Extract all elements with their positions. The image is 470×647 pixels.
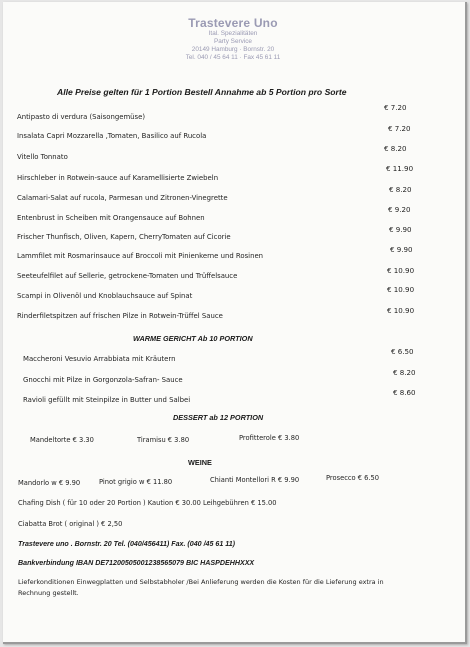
contact-line: Trastevere uno . Bornstr. 20 Tel. (040/456411) Fax. (040 /45 61 11) [18, 540, 235, 548]
menu-item-name: Seeteufelfilet auf Sellerie, getrockene-Tomaten und Trüffelsauce [17, 272, 238, 280]
stamp-line: Ital. Spezialitäten [208, 30, 258, 37]
menu-item-price: € 9.90 [389, 225, 412, 234]
menu-item-price: € 10.90 [387, 285, 415, 294]
menu-page [3, 2, 467, 644]
stamp-line: Party Service [213, 38, 252, 45]
warm-item-price: € 6.50 [391, 347, 414, 356]
menu-item-price: € 11.90 [386, 164, 414, 173]
warm-item-price: € 8.60 [393, 388, 416, 397]
warm-item-name: Maccheroni Vesuvio Arrabbiata mit Kräutern [23, 355, 176, 363]
dessert-item: Mandeltorte € 3.30 [30, 436, 94, 444]
menu-item-name: Frischer Thunfisch, Oliven, Kapern, CherryTomaten auf Cicorie [17, 233, 231, 241]
menu-item-price: € 7.20 [384, 103, 407, 112]
menu-item-price: € 7.20 [388, 124, 411, 133]
menu-item-name: Calamari-Salat auf rucola, Parmesan und Zitronen-Vinegrette [17, 194, 228, 202]
warm-item-name: Gnocchi mit Pilze in Gorgonzola-Safran- Sauce [23, 376, 183, 384]
delivery-note-line: Rechnung gestellt. [18, 589, 79, 597]
menu-item-price: € 8.20 [389, 185, 412, 194]
wine-item: Pinot grigio w € 11.80 [99, 478, 173, 486]
warm-dishes-heading: WARME GERICHT Ab 10 PORTION [133, 334, 253, 343]
menu-item-name: Hirschleber in Rotwein-sauce auf Karamellisierte Zwiebeln [17, 174, 219, 182]
restaurant-stamp [177, 16, 289, 62]
stamp-line: Tel. 040 / 45 64 11 · Fax 45 61 11 [185, 54, 281, 61]
dessert-heading: DESSERT ab 12 PORTION [173, 413, 264, 422]
menu-item-name: Scampi in Olivenöl und Knoblauchsauce auf Spinat [17, 292, 193, 300]
stamp-name: Trastevere Uno [188, 16, 278, 30]
ciabatta-line: Ciabatta Brot ( original ) € 2,50 [18, 520, 123, 528]
stamp-line: 20149 Hamburg · Bornstr. 20 [191, 46, 275, 53]
menu-item-price: € 10.90 [387, 266, 415, 275]
menu-item-price: € 8.20 [384, 144, 407, 153]
wine-heading: WEINE [188, 458, 212, 467]
warm-item-price: € 8.20 [393, 368, 416, 377]
menu-item-name: Antipasto di verdura (Saisongemüse) [17, 113, 146, 121]
dessert-item: Profitterole € 3.80 [239, 434, 300, 442]
bank-line: Bankverbindung IBAN DE71200505001238565079 BIC HASPDEHHXXX [18, 559, 255, 567]
wine-item: Chianti Montellori R € 9.90 [210, 476, 300, 484]
menu-item-name: Vitello Tonnato [17, 153, 68, 161]
menu-item-name: Entenbrust in Scheiben mit Orangensauce auf Bohnen [17, 214, 205, 222]
menu-item-price: € 9.90 [390, 245, 413, 254]
wine-item: Prosecco € 6.50 [326, 474, 380, 482]
headline: Alle Preise gelten für 1 Portion Bestell Annahme ab 5 Portion pro Sorte [57, 87, 347, 97]
dessert-item: Tiramisu € 3.80 [137, 436, 190, 444]
menu-item-name: Insalata Capri Mozzarella ,Tomaten, Basilico auf Rucola [17, 132, 207, 140]
menu-item-price: € 10.90 [387, 306, 415, 315]
menu-item-name: Lammfilet mit Rosmarinsauce auf Broccoli mit Pinienkerne und Rosinen [17, 252, 264, 260]
wine-item: Mandorlo w € 9.90 [18, 479, 81, 487]
chafing-dish-line: Chafing Dish ( für 10 oder 20 Portion ) Kaution € 30.00 Leihgebühren € 15.00 [18, 499, 277, 507]
menu-item-price: € 9.20 [388, 205, 411, 214]
delivery-note-line: Lieferkonditionen Einwegplatten und Selbstabholer /Bei Anlieferung werden die Kosten für die Lieferung extra in [18, 578, 384, 586]
delivery-note [18, 577, 384, 599]
menu-item-name: Rinderfiletspitzen auf frischen Pilze in Rotwein-Trüffel Sauce [17, 312, 223, 320]
warm-item-name: Ravioli gefüllt mit Steinpilze in Butter und Salbei [23, 396, 191, 404]
